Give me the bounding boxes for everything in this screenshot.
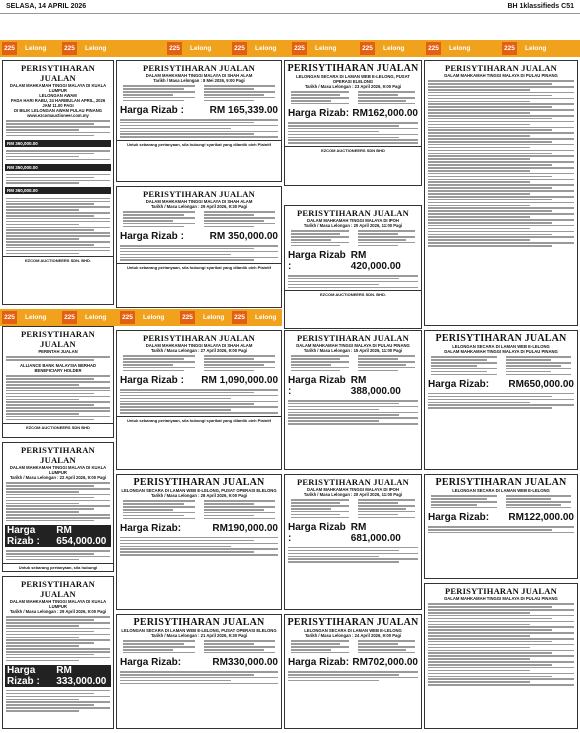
auction-ad <box>284 205 422 329</box>
auction-ad <box>116 330 282 470</box>
ad-date: Tarikh / Masa Lelongan : 29 April 2026, 9:00 Pagi <box>9 609 107 614</box>
auction-ad <box>2 442 114 572</box>
ad-title: PERISYTIHARAN JUALAN <box>435 333 567 344</box>
ad-title: PERISYTIHARAN JUALAN <box>143 333 255 343</box>
ad-line: PADA HARI RABU, 24 HARIBULAN APRIL, 2026 <box>10 98 106 103</box>
band-number: 225 <box>180 311 195 324</box>
ad-footer: EZCOM AUCTIONEERS SDN. BHD. <box>285 290 421 298</box>
ad-body <box>425 524 577 536</box>
ad-body <box>117 117 281 141</box>
ad-line: LELONGAN AWAM <box>39 93 77 98</box>
ad-body <box>285 398 421 427</box>
ad-title: PERISYTIHARAN JUALAN <box>133 477 265 488</box>
ad-line: ALLIANCE BANK MALAYSIA BERHAD <box>20 363 96 369</box>
page-header <box>0 0 580 14</box>
ad-court: DALAM MAHKAMAH TINGGI MALAYA DI KUALA LUMPUR <box>9 599 107 609</box>
ad-price: Harga Rizab : RM 681,000.00 <box>288 521 401 544</box>
ad-price: Harga Rizab: RM162,000.00 <box>288 107 418 119</box>
ad-court: DALAM MAHKAMAH TINGGI MALAYA DI PULAU PINANG <box>444 73 558 78</box>
ad-footer: Untuk sebarang pertanyaan, sila hubungi <box>3 563 113 571</box>
column-4 <box>424 60 578 731</box>
band-number: 225 <box>232 311 247 324</box>
auction-ad <box>284 614 422 729</box>
ad-date: Tarikh / Masa Lelongan : 22 April 2026, 9:00 Pagi <box>9 475 107 480</box>
band-label: Lelong <box>85 45 107 52</box>
ad-price: Harga Rizab: RM330,000.00 <box>120 656 278 668</box>
ad-date: Tarikh / Masa Lelongan : 20 April 2026, 11:00 Pagi <box>303 223 403 228</box>
ad-footer: EZCOM AUCTIONEERS SDN BHD <box>285 146 421 154</box>
ad-date: Tarikh / Masa Lelongan : 23 April 2026, 9:00 Pagi <box>304 84 402 89</box>
ad-title: PERISYTIHARAN JUALAN <box>297 208 409 218</box>
band-number: 225 <box>360 42 375 55</box>
ad-price: Harga Rizab: RM122,000.00 <box>428 511 574 523</box>
ad-price: Harga Rizab : RM 165,339.00 <box>120 104 278 116</box>
auction-ad <box>284 60 422 186</box>
ad-title: PERISYTIHARAN JUALAN <box>435 477 567 488</box>
ad-date: Tarikh / Masa Lelongan : 27 April 2026, 9:00 Pagi <box>150 348 248 353</box>
ad-mode: LELONGAN SECARA DI LAMAN WEB E-LELONG, PUSAT OPERASI ELELONG <box>296 74 410 84</box>
band-label: Lelong <box>25 45 47 52</box>
ad-title: PERISYTIHARAN JUALAN <box>287 617 419 628</box>
ad-title: PERISYTIHARAN JUALAN <box>21 445 95 465</box>
ad-court: DALAM MAHKAMAH TINGGI MALAYA DI IPOH <box>307 218 399 223</box>
ad-footer: EZCOM AUCTIONEERS SDN BHD <box>3 423 113 431</box>
ad-price-bar: RM 360,000.00 <box>5 140 111 147</box>
ad-price: Harga Rizab: RM650,000.00 <box>428 378 574 390</box>
ad-title: PERISYTIHARAN JUALAN <box>297 333 409 343</box>
page-date: SELASA, 14 APRIL 2026 <box>6 3 87 10</box>
ad-court: DALAM MAHKAMAH TINGGI MALAYA DI KUALA LUMPUR <box>9 83 107 93</box>
ad-body <box>117 669 281 687</box>
ad-body <box>285 669 421 684</box>
band-label: Lelong <box>25 314 47 321</box>
ad-price: Harga Rizab: RM702,000.00 <box>288 656 418 668</box>
auction-ad <box>2 60 114 305</box>
ad-line: BENEFICIARY HOLDER <box>34 368 82 374</box>
band-number: 225 <box>62 42 77 55</box>
band-number: 225 <box>426 42 441 55</box>
ad-title: PERISYTIHARAN JUALAN <box>143 63 255 73</box>
column-3 <box>284 60 422 731</box>
ad-court: DALAM MAHKAMAH TINGGI MALAYA DI KUALA LUMPUR <box>9 465 107 475</box>
ad-body <box>3 172 113 187</box>
ad-date: Tarikh / Masa Lelongan : 24 April 2026, 9:00 Pagi <box>304 633 402 638</box>
ad-court: DALAM MAHKAMAH TINGGI MALAYA DI PULAU PINANG <box>296 343 410 348</box>
ad-title: PERISYTIHARAN JUALAN <box>133 617 265 628</box>
ad-date: Tarikh / Masa Lelongan : 20 April 2026, 11:00 Pagi <box>303 492 403 497</box>
ad-mode: LELONGAN SECARA DI LAMAN WEB E-LELONG <box>452 344 550 349</box>
ad-price-bar: RM 350,000.00 <box>5 164 111 171</box>
ad-footer: Untuk sebarang pertanyaan, sila hubungi syarikat yang dilantik oleh Plaintif <box>117 416 281 424</box>
band-label: Lelong <box>449 45 471 52</box>
ad-date: Tarikh / Masa Lelongan : 28 April 2026, 9:00 Pagi <box>150 493 248 498</box>
ad-mode: LELONGAN SECARA DI LAMAN WEB E-LELONG, PUSAT OPERASI ELELONG <box>121 628 277 633</box>
ad-mode: LELONGAN SECARA DI LAMAN WEB E-LELONG <box>452 488 550 493</box>
lelong-band-top <box>0 40 580 57</box>
band-number: 225 <box>62 311 77 324</box>
ad-body <box>3 373 113 423</box>
ad-line: DI BILIK LELONGAN AWAM PULAU PINANG <box>13 108 102 113</box>
ad-court: DALAM MAHKAMAH TINGGI MALAYA DI SHAH ALAM <box>145 73 253 78</box>
ad-body <box>285 120 421 146</box>
band-number: 225 <box>2 311 17 324</box>
ad-body <box>3 614 113 664</box>
ad-date: Tarikh / Masa Lelongan : 21 April 2026, 9:30 Pagi <box>150 633 248 638</box>
band-label: Lelong <box>143 314 165 321</box>
ad-court: DALAM MAHKAMAH TINGGI MALAYA DI IPOH <box>307 487 399 492</box>
band-number: 225 <box>232 42 247 55</box>
ad-body <box>3 118 113 139</box>
ad-body <box>3 195 113 256</box>
ad-court: DALAM MAHKAMAH TINGGI MALAYA DI PULAU PINANG <box>444 349 558 354</box>
band-number: 225 <box>292 42 307 55</box>
ad-body <box>3 548 113 563</box>
band-label: Lelong <box>525 45 547 52</box>
ad-title: PERISYTIHARAN JUALAN <box>297 477 409 487</box>
ad-body <box>425 601 577 688</box>
band-label: Lelong <box>315 45 337 52</box>
band-label: Lelong <box>85 314 107 321</box>
ad-line: JAM 11.00 PAGI <box>42 103 74 108</box>
ad-mode: LELONGAN SECARA DI LAMAN WEB E-LELONG <box>304 628 402 633</box>
band-label: Lelong <box>203 314 225 321</box>
band-label: Lelong <box>383 45 405 52</box>
column-1 <box>2 60 114 731</box>
ad-body <box>3 688 113 714</box>
auction-ad <box>424 474 578 579</box>
ad-title: PERISYTIHARAN JUALAN <box>21 329 95 349</box>
band-label: Lelong <box>190 45 212 52</box>
column-2 <box>116 60 282 731</box>
band-label: Lelong <box>255 45 277 52</box>
section-title: BH 1klassifieds C51 <box>507 3 574 10</box>
auction-ad <box>116 474 282 610</box>
ad-date: Tarikh / Masa Lelongan : 15 April 2026, 11:00 Pagi <box>303 348 403 353</box>
auction-ad <box>424 583 578 729</box>
ad-body <box>3 480 113 524</box>
ad-title: PERISYTIHARAN JUALAN <box>445 586 557 596</box>
ad-title: PERISYTIHARAN JUALAN <box>21 579 95 599</box>
auction-ad <box>2 326 114 438</box>
ad-body <box>117 535 281 559</box>
auction-ad <box>116 186 282 308</box>
ad-line: PERINTAH JUALAN <box>38 349 78 354</box>
ad-price-bar: RM 360,000.00 <box>5 187 111 194</box>
auction-ad <box>284 474 422 610</box>
ad-body <box>117 387 281 416</box>
auction-ad <box>284 330 422 470</box>
ad-price: Harga Rizab : RM 1,090,000.00 <box>120 374 278 386</box>
ad-title: PERISYTIHARAN JUALAN <box>287 63 419 74</box>
band-number: 225 <box>167 42 182 55</box>
auction-ad <box>116 60 282 182</box>
ad-court: DALAM MAHKAMAH TINGGI MALAYA DI PULAU PINANG <box>444 596 558 601</box>
ad-body <box>117 243 281 264</box>
ad-footer: EZCOM AUCTIONEERS SDN. BHD. <box>3 256 113 264</box>
band-number: 225 <box>2 42 17 55</box>
ad-price: Harga Rizab: RM190,000.00 <box>120 522 278 534</box>
ad-body <box>285 545 421 566</box>
ad-title: PERISYTIHARAN JUALAN <box>21 63 95 83</box>
ad-price: Harga Rizab : RM 350,000.00 <box>120 230 278 242</box>
ad-price: Harga Rizab : RM 420,000.00 <box>288 249 401 272</box>
ad-body <box>3 354 113 363</box>
ad-title: PERISYTIHARAN JUALAN <box>143 189 255 199</box>
ad-court: DALAM MAHKAMAH TINGGI MALAYA DI SHAH ALAM <box>145 199 253 204</box>
ad-body <box>3 148 113 163</box>
band-label: Lelong <box>255 314 277 321</box>
band-number: 225 <box>120 311 135 324</box>
ad-body <box>285 273 421 291</box>
auction-ad <box>116 614 282 729</box>
auction-ad <box>424 60 578 326</box>
ad-price: Harga Rizab : RM 388,000.00 <box>288 374 401 397</box>
ad-price: Harga Rizab : RM 333,000.00 <box>5 665 111 687</box>
ad-date: Tarikh / Masa Lelongan : 29 April 2026, 9:30 Pagi <box>150 204 248 209</box>
band-number: 225 <box>502 42 517 55</box>
ad-date: Tarikh / Masa Lelongan : 8 Mei 2026, 9:00 Pagi <box>153 78 245 83</box>
auction-ad <box>2 576 114 729</box>
ad-body <box>425 391 577 412</box>
ad-price: Harga Rizab : RM 654,000.00 <box>5 525 111 547</box>
ad-link[interactable]: www.ezcomauctioneer.com.my <box>27 113 89 118</box>
ad-body <box>425 78 577 249</box>
ad-footer: Untuk sebarang pertanyaan, sila hubungi syarikat yang dilantik oleh Plaintif <box>117 140 281 148</box>
ad-footer: Untuk sebarang pertanyaan, sila hubungi syarikat yang dilantik oleh Plaintif <box>117 263 281 271</box>
ad-court: DALAM MAHKAMAH TINGGI MALAYA DI SHAH ALAM <box>145 343 253 348</box>
ad-title: PERISYTIHARAN JUALAN <box>445 63 557 73</box>
ad-mode: LELONGAN SECARA DI LAMAN WEB E-LELONG, PUSAT OPERASI ELELONG <box>121 488 277 493</box>
auction-ad <box>424 330 578 470</box>
